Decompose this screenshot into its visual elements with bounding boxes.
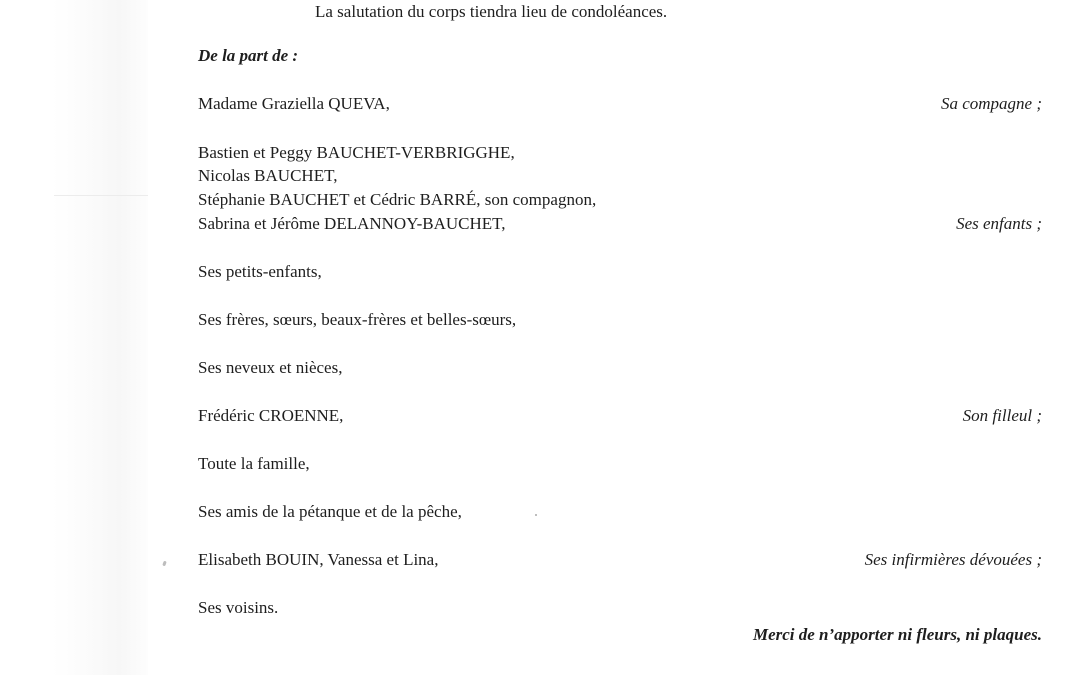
scan-speck	[162, 561, 167, 567]
scan-speck	[535, 514, 537, 516]
entry-name: Frédéric CROENNE,	[198, 406, 344, 425]
entry-name: Nicolas BAUCHET,	[198, 166, 338, 185]
entry-name: Ses neveux et nièces,	[198, 358, 343, 377]
closing-note: Merci de n’apporter ni fleurs, ni plaques.	[752, 625, 1042, 644]
entry-role: Ses infirmières dévouées ;	[864, 550, 1042, 569]
entry-name: Stéphanie BAUCHET et Cédric BARRÉ, son compagnon,	[198, 190, 597, 209]
entry-name: Sabrina et Jérôme DELANNOY-BAUCHET,	[198, 214, 506, 233]
entry-name: Ses voisins.	[198, 598, 279, 617]
entry-role: Ses enfants ;	[956, 214, 1042, 233]
entry-name: Bastien et Peggy BAUCHET-VERBRIGGHE,	[198, 143, 515, 162]
section-heading: De la part de :	[198, 46, 299, 65]
entry-name: Ses frères, sœurs, beaux-frères et belles-sœurs,	[198, 310, 517, 329]
entry-name: Ses petits-enfants,	[198, 262, 322, 281]
entry-name: Elisabeth BOUIN, Vanessa et Lina,	[198, 550, 439, 569]
entry-role: Sa compagne ;	[940, 94, 1042, 113]
entry-name: Ses amis de la pétanque et de la pêche,	[198, 502, 462, 521]
entry-role: Son filleul ;	[962, 406, 1042, 425]
intro-text: La salutation du corps tiendra lieu de condoléances.	[315, 2, 668, 21]
entry-name: Toute la famille,	[198, 454, 310, 473]
scan-shadow-strip	[52, 0, 148, 675]
scan-artifact-line	[54, 195, 148, 196]
entry-name: Madame Graziella QUEVA,	[198, 94, 390, 113]
